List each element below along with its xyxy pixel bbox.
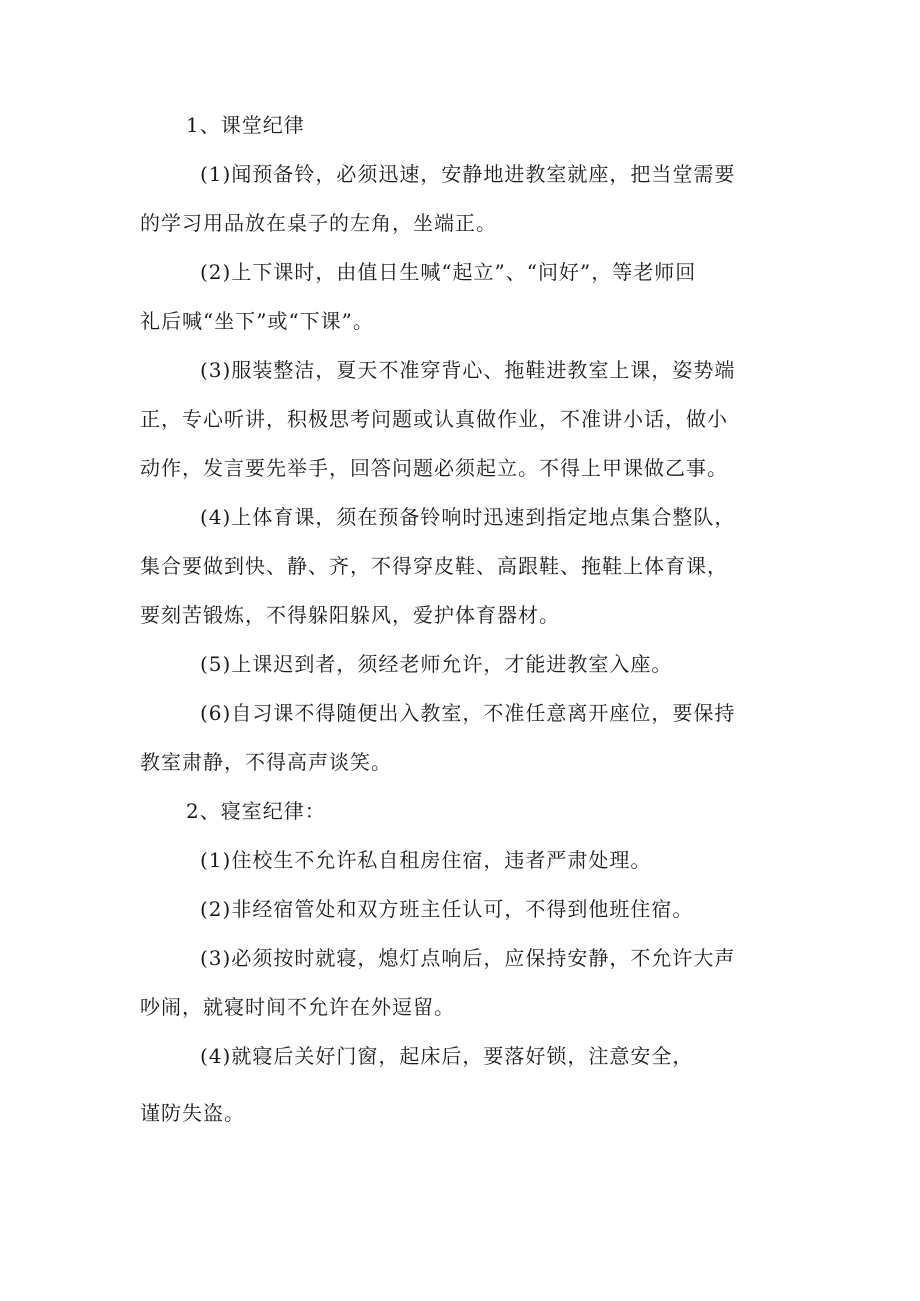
- dorm-rule-item-3: [140, 945, 790, 1021]
- rule-line: 要刻苦锻炼，不得躲阳躲风，爱护体育器材。: [140, 603, 560, 627]
- document-body: [140, 112, 790, 1127]
- dorm-rule-item-4: [140, 1043, 790, 1127]
- rule-line: (6)自习课不得随便出入教室，不准任意离开座位，要保持: [200, 701, 736, 725]
- dorm-rule-item-2: [140, 896, 790, 923]
- rule-line: 礼后喊“坐下”或“下课”。: [140, 309, 374, 333]
- rule-line: (3)必须按时就寝，熄灯点响后，应保持安静，不允许大声: [200, 946, 736, 970]
- rule-item-5: [140, 651, 790, 678]
- rule-item-2: [140, 259, 790, 335]
- section-heading-dormitory: 2、寝室纪律：: [186, 799, 326, 823]
- rule-line: 教室肃静，不得高声谈笑。: [140, 750, 392, 774]
- rule-line: 吵闹，就寝时间不允许在外逗留。: [140, 995, 455, 1019]
- rule-item-3: [140, 357, 790, 482]
- rule-item-6: [140, 700, 790, 776]
- rule-line: (2)非经宿管处和双方班主任认可，不得到他班住宿。: [200, 897, 694, 921]
- rule-line: (1)住校生不允许私自租房住宿，违者严肃处理。: [200, 848, 652, 872]
- rule-line: 谨防失盗。: [140, 1101, 245, 1125]
- rule-line: (4)就寝后关好门窗，起床后，要落好锁，注意安全，: [200, 1044, 694, 1068]
- section-heading-classroom: 1、课堂纪律: [186, 113, 305, 137]
- rule-item-4: [140, 504, 790, 629]
- rule-line: 正，专心听讲，积极思考问题或认真做作业，不准讲小话，做小: [140, 407, 728, 431]
- rule-line: 集合要做到快、静、齐，不得穿皮鞋、高跟鞋、拖鞋上体育课，: [140, 554, 728, 578]
- rule-line: (1)闻预备铃，必须迅速，安静地进教室就座，把当堂需要: [200, 162, 736, 186]
- rule-line: (3)服装整洁，夏天不准穿背心、拖鞋进教室上课，姿势端: [200, 358, 736, 382]
- dorm-rule-item-1: [140, 847, 790, 874]
- rule-line: (4)上体育课，须在预备铃响时迅速到指定地点集合整队，: [200, 505, 736, 529]
- rule-line: (5)上课迟到者，须经老师允许，才能进教室入座。: [200, 652, 673, 676]
- rule-item-1: [140, 161, 790, 237]
- rule-line: 动作，发言要先举手，回答问题必须起立。不得上甲课做乙事。: [140, 456, 728, 480]
- rule-line: 的学习用品放在桌子的左角，坐端正。: [140, 211, 497, 235]
- rule-line: (2)上下课时，由值日生喊“起立”、“问好”，等老师回: [200, 260, 697, 284]
